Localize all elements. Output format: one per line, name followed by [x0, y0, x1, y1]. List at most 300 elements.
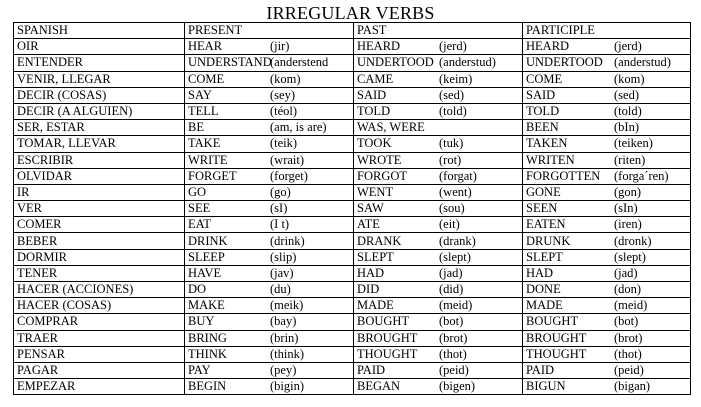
participle-pronunciation: (bIn) [614, 120, 639, 135]
past-word: WROTE [357, 152, 402, 167]
past-cell-content [357, 104, 519, 119]
spanish-cell: IR [14, 184, 185, 200]
table-row [14, 201, 691, 217]
participle-word: DRUNK [526, 233, 571, 248]
present-cell [185, 330, 354, 346]
present-cell [185, 168, 354, 184]
spanish-cell: ENTENDER [14, 55, 185, 71]
table-row [14, 379, 691, 395]
table-row [14, 71, 691, 87]
participle-word: SLEPT [526, 249, 563, 264]
past-cell-content [357, 282, 519, 297]
page-title: IRREGULAR VERBS [266, 3, 435, 23]
past-word: UNDERTOOD [357, 55, 434, 70]
present-cell [185, 346, 354, 362]
participle-cell [523, 184, 691, 200]
participle-pronunciation: (forga´ren) [614, 168, 669, 183]
past-pronunciation: (slept) [439, 249, 471, 264]
past-pronunciation: (bigen) [439, 379, 476, 394]
participle-word: TOLD [526, 104, 560, 119]
present-cell [185, 233, 354, 249]
participle-cell-content [526, 347, 687, 362]
past-pronunciation: (told) [439, 104, 467, 119]
table-row [14, 362, 691, 378]
participle-pronunciation: (don) [614, 282, 642, 297]
present-cell-content [188, 298, 350, 313]
past-cell [354, 249, 523, 265]
participle-word: UNDERTOOD [526, 55, 603, 70]
table-row [14, 314, 691, 330]
participle-cell [523, 136, 691, 152]
present-word: UNDERSTAND [188, 55, 272, 70]
past-pronunciation: (anderstud) [439, 55, 496, 70]
header-participle: PARTICIPLE [523, 23, 691, 39]
participle-cell-content [526, 282, 687, 297]
present-cell-content [188, 331, 350, 346]
spanish-cell: OLVIDAR [14, 168, 185, 184]
past-pronunciation: (peid) [439, 363, 469, 378]
past-word: WAS, WERE [357, 120, 425, 135]
present-word: HEAR [188, 39, 223, 54]
present-word: BE [188, 120, 204, 135]
past-cell-content [357, 379, 519, 394]
past-cell-content [357, 347, 519, 362]
participle-pronunciation: (jad) [614, 265, 638, 280]
present-word: GO [188, 184, 207, 199]
participle-pronunciation: (brot) [614, 330, 643, 345]
spanish-cell: VER [14, 201, 185, 217]
present-cell [185, 282, 354, 298]
participle-cell [523, 314, 691, 330]
past-word: FORGOT [357, 168, 408, 183]
present-word: PAY [188, 363, 211, 378]
past-pronunciation: (brot) [439, 330, 468, 345]
table-row [14, 55, 691, 71]
spanish-cell: DECIR (A ALGUIEN) [14, 103, 185, 119]
participle-cell-content [526, 55, 687, 70]
present-cell-content [188, 201, 350, 216]
participle-cell [523, 55, 691, 71]
past-cell [354, 217, 523, 233]
past-word: HAD [357, 265, 385, 280]
participle-cell [523, 217, 691, 233]
participle-pronunciation: (slept) [614, 249, 646, 264]
past-cell [354, 233, 523, 249]
past-word: DRANK [357, 233, 402, 248]
participle-cell [523, 201, 691, 217]
spanish-cell: HACER (COSAS) [14, 298, 185, 314]
present-cell [185, 314, 354, 330]
participle-cell [523, 71, 691, 87]
spanish-cell: TENER [14, 265, 185, 281]
participle-cell [523, 379, 691, 395]
present-pronunciation: (slip) [270, 249, 297, 264]
past-pronunciation: (tuk) [439, 136, 464, 151]
spanish-cell: PENSAR [14, 346, 185, 362]
past-cell [354, 120, 523, 136]
participle-pronunciation: (told) [614, 104, 642, 119]
table-row [14, 39, 691, 55]
past-cell [354, 152, 523, 168]
participle-word: BEEN [526, 120, 559, 135]
present-cell [185, 136, 354, 152]
past-cell [354, 282, 523, 298]
present-word: SAY [188, 87, 212, 102]
past-cell-content [357, 331, 519, 346]
participle-word: SEEN [526, 201, 558, 216]
present-cell [185, 39, 354, 55]
present-cell-content [188, 363, 350, 378]
present-cell-content [188, 266, 350, 281]
past-cell-content [357, 201, 519, 216]
participle-cell-content [526, 234, 687, 249]
present-pronunciation: (am, is are) [270, 120, 327, 135]
past-cell-content [357, 88, 519, 103]
present-cell-content [188, 104, 350, 119]
past-cell-content [357, 314, 519, 329]
table-row [14, 136, 691, 152]
present-word: THINK [188, 346, 227, 361]
present-pronunciation: (brin) [270, 330, 299, 345]
present-cell [185, 184, 354, 200]
participle-cell [523, 39, 691, 55]
present-pronunciation: (bigin) [270, 379, 305, 394]
past-cell [354, 103, 523, 119]
present-word: SLEEP [188, 249, 225, 264]
past-cell-content [357, 250, 519, 265]
present-word: BUY [188, 314, 215, 329]
participle-cell-content [526, 250, 687, 265]
past-cell [354, 298, 523, 314]
past-word: SAW [357, 201, 384, 216]
present-word: COME [188, 71, 225, 86]
participle-cell-content [526, 363, 687, 378]
past-cell [354, 201, 523, 217]
present-word: TAKE [188, 136, 221, 151]
participle-word: COME [526, 71, 563, 86]
header-past: PAST [354, 23, 523, 39]
past-word: BOUGHT [357, 314, 410, 329]
participle-pronunciation: (meid) [614, 298, 648, 313]
past-word: SLEPT [357, 249, 394, 264]
spanish-cell: ESCRIBIR [14, 152, 185, 168]
past-pronunciation: (sed) [439, 87, 464, 102]
present-cell-content [188, 250, 350, 265]
past-pronunciation: (did) [439, 282, 464, 297]
past-cell [354, 168, 523, 184]
present-cell-content [188, 169, 350, 184]
spanish-cell: COMPRAR [14, 314, 185, 330]
spanish-cell: HACER (ACCIONES) [14, 282, 185, 298]
participle-pronunciation: (dronk) [614, 233, 652, 248]
participle-pronunciation: (jerd) [614, 39, 642, 54]
participle-cell [523, 103, 691, 119]
present-pronunciation: (anderstend [270, 55, 329, 70]
participle-cell-content [526, 88, 687, 103]
present-pronunciation: (kom) [270, 71, 301, 86]
participle-cell-content [526, 185, 687, 200]
present-pronunciation: (bay) [270, 314, 297, 329]
participle-pronunciation: (iren) [614, 217, 642, 232]
participle-word: BOUGHT [526, 314, 579, 329]
participle-pronunciation: (teiken) [614, 136, 653, 151]
past-word: CAME [357, 71, 394, 86]
participle-cell-content [526, 120, 687, 135]
past-pronunciation: (bot) [439, 314, 464, 329]
past-cell [354, 55, 523, 71]
past-cell-content [357, 55, 519, 70]
past-cell [354, 314, 523, 330]
past-cell-content [357, 136, 519, 151]
present-cell [185, 265, 354, 281]
participle-cell [523, 120, 691, 136]
present-word: BRING [188, 330, 227, 345]
present-cell-content [188, 39, 350, 54]
present-cell [185, 249, 354, 265]
present-cell-content [188, 55, 350, 70]
spanish-cell: TOMAR, LLEVAR [14, 136, 185, 152]
present-cell [185, 71, 354, 87]
table-row [14, 103, 691, 119]
spanish-cell: DECIR (COSAS) [14, 87, 185, 103]
present-cell [185, 152, 354, 168]
present-word: EAT [188, 217, 211, 232]
participle-word: EATEN [526, 217, 566, 232]
past-word: WENT [357, 184, 394, 199]
present-word: WRITE [188, 152, 228, 167]
table-row [14, 249, 691, 265]
past-cell [354, 39, 523, 55]
table-row [14, 152, 691, 168]
spanish-cell: DORMIR [14, 249, 185, 265]
table-row [14, 168, 691, 184]
participle-word: HAD [526, 265, 554, 280]
participle-cell-content [526, 39, 687, 54]
present-word: FORGET [188, 168, 237, 183]
present-word: DO [188, 282, 207, 297]
participle-word: SAID [526, 87, 556, 102]
participle-cell [523, 152, 691, 168]
past-cell-content [357, 234, 519, 249]
table-row [14, 87, 691, 103]
present-cell-content [188, 72, 350, 87]
present-cell-content [188, 136, 350, 151]
participle-word: FORGOTTEN [526, 168, 601, 183]
participle-cell-content [526, 153, 687, 168]
past-pronunciation: (drank) [439, 233, 476, 248]
participle-cell [523, 282, 691, 298]
present-cell [185, 103, 354, 119]
irregular-verbs-table [13, 22, 691, 395]
past-cell-content [357, 185, 519, 200]
participle-pronunciation: (kom) [614, 71, 645, 86]
present-word: DRINK [188, 233, 228, 248]
past-cell [354, 362, 523, 378]
present-pronunciation: (think) [270, 346, 305, 361]
present-cell [185, 87, 354, 103]
participle-pronunciation: (bigan) [614, 379, 651, 394]
participle-pronunciation: (sIn) [614, 201, 638, 216]
participle-pronunciation: (sed) [614, 87, 639, 102]
participle-pronunciation: (bot) [614, 314, 639, 329]
participle-cell-content [526, 379, 687, 394]
participle-word: DONE [526, 282, 561, 297]
table-row [14, 233, 691, 249]
participle-cell [523, 233, 691, 249]
past-word: DID [357, 282, 380, 297]
spanish-cell: PAGAR [14, 362, 185, 378]
participle-word: THOUGHT [526, 346, 587, 361]
past-cell-content [357, 266, 519, 281]
present-cell-content [188, 120, 350, 135]
participle-pronunciation: (peid) [614, 363, 644, 378]
past-word: SAID [357, 87, 387, 102]
table-row [14, 298, 691, 314]
past-word: THOUGHT [357, 346, 418, 361]
present-word: BEGIN [188, 379, 227, 394]
present-pronunciation: (sey) [270, 87, 295, 102]
past-pronunciation: (eit) [439, 217, 460, 232]
past-pronunciation: (meid) [439, 298, 473, 313]
spanish-cell: VENIR, LLEGAR [14, 71, 185, 87]
past-pronunciation: (rot) [439, 152, 462, 167]
past-pronunciation: (keim) [439, 71, 473, 86]
present-pronunciation: (jav) [270, 265, 294, 280]
participle-pronunciation: (gon) [614, 184, 642, 199]
present-cell [185, 298, 354, 314]
present-pronunciation: (sI) [270, 201, 288, 216]
participle-cell [523, 168, 691, 184]
present-word: TELL [188, 104, 219, 119]
present-word: HAVE [188, 265, 222, 280]
present-pronunciation: (wrait) [270, 152, 305, 167]
participle-cell-content [526, 266, 687, 281]
past-pronunciation: (jad) [439, 265, 463, 280]
participle-cell-content [526, 169, 687, 184]
past-cell [354, 184, 523, 200]
participle-cell-content [526, 298, 687, 313]
present-cell-content [188, 347, 350, 362]
present-cell-content [188, 185, 350, 200]
present-cell [185, 201, 354, 217]
participle-word: MADE [526, 298, 563, 313]
past-cell-content [357, 39, 519, 54]
participle-cell [523, 249, 691, 265]
participle-cell [523, 362, 691, 378]
participle-word: GONE [526, 184, 561, 199]
table-row [14, 120, 691, 136]
past-cell-content [357, 120, 519, 135]
past-word: TOLD [357, 104, 391, 119]
table-row [14, 217, 691, 233]
table-row [14, 330, 691, 346]
past-pronunciation: (thot) [439, 346, 467, 361]
spanish-cell: TRAER [14, 330, 185, 346]
present-pronunciation: (teik) [270, 136, 298, 151]
present-cell-content [188, 217, 350, 232]
table-header-row [14, 23, 691, 39]
participle-cell-content [526, 136, 687, 151]
present-cell [185, 362, 354, 378]
present-cell-content [188, 379, 350, 394]
header-present: PRESENT [185, 23, 354, 39]
past-cell-content [357, 72, 519, 87]
past-word: PAID [357, 363, 386, 378]
table-row [14, 184, 691, 200]
present-word: MAKE [188, 298, 225, 313]
participle-word: PAID [526, 363, 555, 378]
present-cell-content [188, 234, 350, 249]
participle-cell [523, 87, 691, 103]
participle-pronunciation: (anderstud) [614, 55, 671, 70]
participle-word: HEARD [526, 39, 570, 54]
present-pronunciation: (téol) [270, 104, 298, 119]
spanish-cell: COMER [14, 217, 185, 233]
present-pronunciation: (forget) [270, 168, 308, 183]
participle-cell-content [526, 314, 687, 329]
participle-word: BROUGHT [526, 330, 587, 345]
past-word: ATE [357, 217, 380, 232]
participle-cell-content [526, 217, 687, 232]
past-cell [354, 379, 523, 395]
present-cell-content [188, 88, 350, 103]
past-word: HEARD [357, 39, 401, 54]
participle-cell-content [526, 331, 687, 346]
table-body [14, 39, 691, 395]
participle-word: BIGUN [526, 379, 566, 394]
past-word: MADE [357, 298, 394, 313]
past-word: BROUGHT [357, 330, 418, 345]
past-cell [354, 136, 523, 152]
present-pronunciation: (pey) [270, 363, 297, 378]
past-cell [354, 330, 523, 346]
participle-cell-content [526, 72, 687, 87]
past-cell [354, 265, 523, 281]
participle-cell [523, 298, 691, 314]
present-cell [185, 55, 354, 71]
past-cell-content [357, 363, 519, 378]
past-cell [354, 346, 523, 362]
table-row [14, 346, 691, 362]
past-pronunciation: (went) [439, 184, 472, 199]
past-word: TOOK [357, 136, 392, 151]
past-pronunciation: (sou) [439, 201, 465, 216]
present-cell-content [188, 314, 350, 329]
present-pronunciation: (meik) [270, 298, 304, 313]
present-cell-content [188, 282, 350, 297]
present-cell-content [188, 153, 350, 168]
past-cell [354, 71, 523, 87]
spanish-cell: OIR [14, 39, 185, 55]
participle-cell [523, 265, 691, 281]
spanish-cell: BEBER [14, 233, 185, 249]
present-cell [185, 379, 354, 395]
participle-cell-content [526, 104, 687, 119]
past-word: BEGAN [357, 379, 401, 394]
past-cell [354, 87, 523, 103]
table-row [14, 265, 691, 281]
present-pronunciation: (du) [270, 282, 291, 297]
spanish-cell: SER, ESTAR [14, 120, 185, 136]
present-word: SEE [188, 201, 211, 216]
participle-pronunciation: (riten) [614, 152, 646, 167]
present-pronunciation: (go) [270, 184, 291, 199]
participle-cell [523, 330, 691, 346]
present-pronunciation: (I t) [270, 217, 290, 232]
present-cell [185, 120, 354, 136]
participle-cell-content [526, 201, 687, 216]
past-cell-content [357, 153, 519, 168]
